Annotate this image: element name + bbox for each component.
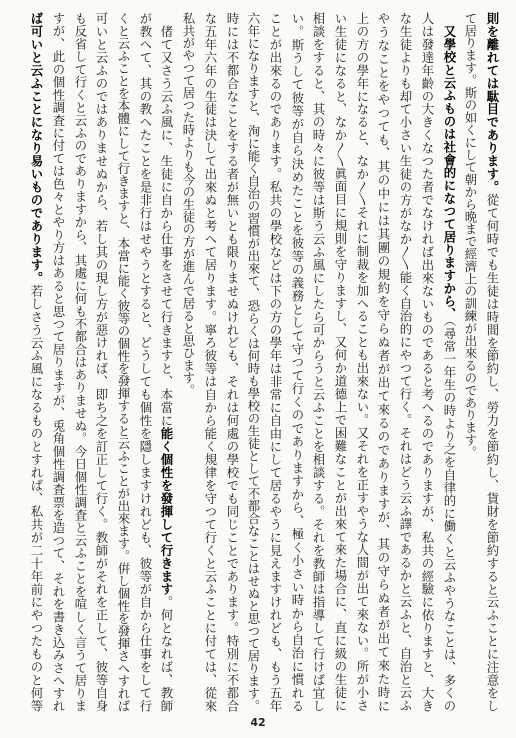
text-column-21: [47, 12, 69, 712]
emphasis-text: 則を離れては駄目であります。: [485, 12, 500, 194]
text-column-20: [69, 12, 91, 712]
emphasis-text: 又學校と云ふものは社會的になつて居りますから、: [442, 25, 457, 321]
column-text: 。何となれば、教師: [159, 595, 174, 712]
column-text: 相談をすると、其の時々に彼等は斯う云ふ風にしたら可からうと云ふことを相談する。それを教師は指導して行けば宜し: [311, 12, 326, 712]
column-text: （尋常一年生の時より之を自律的に働くと云ふやうなことは、多くの: [442, 320, 457, 712]
column-text: 時には不都合なことをする者が無いとも限りませぬけれども、それは何處の學校でも同じことであります。特別に不都合: [225, 12, 240, 712]
text-column-19: [90, 12, 112, 712]
column-text: 從て何時でも生徒は時間を節約し、勞力を節約し、貨財を節約すると云ふことに注意をし: [485, 193, 500, 712]
column-text: が教へて、其の教へたことを是非行はせやうとすると、どうしても個性を隱しますけれども、彼等が自から仕事をして行: [138, 12, 153, 712]
text-column-9: [307, 12, 329, 712]
text-column-15: [177, 12, 199, 712]
column-text: ことが出來るのであります。私共の學校などは下の方の學年は非常に自由にして居るやうに見えますけれども、もう五年: [268, 12, 283, 712]
column-text: やうなことをやつても、其の中には其團の規約を守らぬ者が出て來るのでありますが、其の守らぬ者が出て來た時に: [376, 12, 391, 712]
column-text: も反省して行くと云ふのでありますから、其處に何も不都合はありませぬ。今日個性調査と云ふことを喧しく言うて居りま: [73, 12, 88, 712]
text-column-14: [199, 12, 221, 712]
text-column-12: [242, 12, 264, 712]
text-column-1: [481, 12, 503, 712]
text-column-17: [134, 12, 156, 712]
text-column-4: [416, 12, 438, 712]
text-column-8: [329, 12, 351, 712]
column-text: 六年になりますと、洵に能く自治の習慣が出來て、恐らくは何時も學校の生徒として不都合なことはせぬと思つて居ります。: [246, 12, 261, 712]
column-text: い。斯うして彼等が自ら決めたことを彼等の義務として守つて行くのでありますから、極く小さい時から自治に慣れる: [290, 12, 305, 712]
text-column-6: [372, 12, 394, 712]
emphasis-text: 能く個性を發揮して行きます: [159, 427, 174, 596]
column-text: い生徒になると、なか〳〵眞面目に規則を守りますし、又何か道德上で困難なことが出來て來た場合に、直に級の生徒に: [333, 12, 348, 712]
column-text: 人は發達年齡の大きくなつた者でなければ出來ないものであると考へるのでありますが、私共の經驗に依りますと、大き: [420, 12, 435, 712]
column-text: 私共がやつて居つた時よりも今の生徒の方が進んで居ると思ひます。: [181, 12, 196, 397]
column-text: 偖て又さう云ふ風に、生徒に自から仕事をさせて行きますと、本當に: [159, 25, 174, 428]
text-column-2: [459, 12, 481, 712]
emphasis-text: ば可いと云ふことになり易いものであります。: [29, 12, 44, 285]
text-column-5: [394, 12, 416, 712]
column-text: な五年六年の生徒は決して出來ぬと考へて居ります。寧ろ彼等は自から能く規律を守つて行くと云ふことに付ては、從來: [203, 12, 218, 712]
page-number: 42: [250, 716, 266, 729]
text-column-16: [155, 25, 177, 712]
column-text: すが、此の個性調査に付ては色々とやり方はあると思つて居りますが、兎角個性調査票を造つて、それを書き込みさへすれ: [51, 12, 66, 712]
text-column-3: [438, 25, 460, 712]
text-column-18: [112, 12, 134, 712]
column-text: くと云ふことを本體にして行きますと、本當に能く彼等の個性を發揮すると云ふことが出來ます。倂し個性を發揮さへすれば: [116, 12, 131, 712]
column-text: 上の方の學年になると、なか〳〵それに制裁を加へることも出來ない。又それを正すやうな人間が出て來ない。所が小さ: [355, 12, 370, 712]
text-column-13: [221, 12, 243, 712]
column-text: 若しさう云ふ風になるものとすれば、私共が二十年前にやつたものと何等: [29, 284, 44, 712]
column-text: な生徒よりも却て小さい生徒の方がなか〳〵能く自治的にやつて行く。それはどう云ふ譯であるかと云ふと、自治と云ふ: [398, 12, 413, 712]
text-column-22: [25, 12, 47, 712]
text-column-10: [286, 12, 308, 712]
text-column-7: [351, 12, 373, 712]
column-text: 可いと云ふのではありませぬから、若し其の現し方が惡ければ、即ち之を訂正して行く。教師がそれを正して、彼等自身: [94, 12, 109, 712]
text-column-11: [264, 12, 286, 712]
column-text: て居ります。斯の如くにして朝から晩まで經濟上の訓練が出來るのであります。: [463, 12, 478, 459]
